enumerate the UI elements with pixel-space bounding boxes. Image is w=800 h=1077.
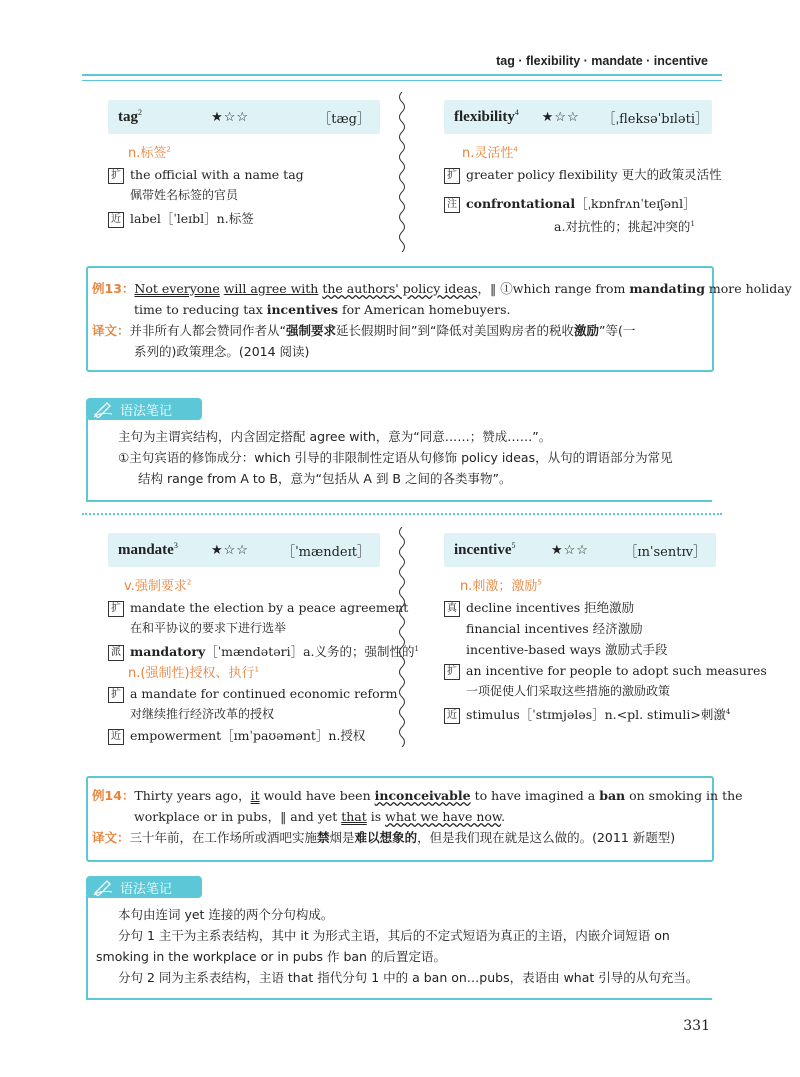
example-sentence-line2: workplace or in pubs，‖ and yet that is what we have now. [134, 809, 506, 824]
extension-zh: 一项促使人们采取这些措施的激励政策 [466, 684, 671, 698]
phonetic: ［ˈmændeɪt］ [282, 544, 370, 560]
grammar-note-2-body: 本句由连词 yet 连接的两个分句构成。 分句 1 主干为主系表结构，其中 it 为形式主语，其后的不定式短语为真正的主语，内嵌介词短语 on smoking in the workplace or in pubs 作 ban 的后置定语。 分句 2 同为主系表结构，主语 that 指代分句 1 中的 a ban on…pubs，表语由 what 引导的从句充当。 [96, 907, 699, 985]
translation-line1: 译文：并非所有人都会赞同作者从“强制要求延长假期时间”到“降低对美国购房者的税收激励”等(一 [92, 323, 636, 338]
near-line: 近 label［ˈleɪbl］n.标签 [108, 208, 380, 229]
sense: v.强制要求$^2$ [124, 578, 192, 594]
entry-mandate [108, 533, 419, 746]
extension-zh: 在和平协议的要求下进行选举 [130, 621, 287, 635]
example-13 [92, 278, 792, 362]
example-label: 例13： [92, 281, 135, 296]
entry-flexibility [444, 100, 722, 237]
word-box [444, 100, 712, 134]
entry-tag [108, 100, 380, 229]
ext-tag-icon: 扩 [444, 168, 460, 184]
note-zh: a.对抗性的；挑起冲突的$^1$ [554, 219, 695, 235]
header-rule [82, 74, 722, 76]
real-exam-line: 真 decline incentives 拒绝激励 [444, 597, 716, 618]
ext-tag-icon: 扩 [108, 687, 124, 703]
near-line: 近 empowerment［ɪmˈpaʊəmənt］n.授权 [108, 725, 380, 746]
der-tag-icon: 派 [108, 645, 124, 661]
headword: mandate$^3$ [118, 541, 178, 558]
vertical-divider [397, 527, 405, 747]
near-tag-icon: 近 [444, 708, 460, 724]
extension-line: 扩 an incentive for people to adopt such measures [444, 660, 716, 681]
ext-tag-icon: 扩 [108, 601, 124, 617]
real-exam-line-3: incentive-based ways 激励式手段 [466, 642, 668, 657]
phonetic: ［ɪnˈsentɪv］ [624, 544, 706, 560]
note-tag-icon: 注 [444, 197, 460, 213]
star-rating: ★☆☆ [541, 109, 580, 125]
sense: n.灵活性$^4$ [462, 145, 518, 161]
derivative-line: 派 mandatory［ˈmændətəri］a.义务的；强制性的$^1$ [108, 639, 380, 662]
real-exam-line-2: financial incentives 经济激励 [466, 621, 643, 636]
near-tag-icon: 近 [108, 729, 124, 745]
page-number: 331 [683, 1018, 710, 1034]
extension-zh-2: 对继续推行经济改革的授权 [130, 707, 275, 722]
grammar-note-1-body: 主句为主谓宾结构，内含固定搭配 agree with，意为“同意……；赞成……”。 ①主句宾语的修饰成分：which 引导的非限制性定语从句修饰 policy ideas，从句的谓语部分为常见 结构 range from A to B，意为“包括从 A 到 B 之间的各类事物”。 [118, 429, 673, 486]
extension-line: 扩 greater policy flexibility 更大的政策灵活性 [444, 164, 712, 185]
ext-tag-icon: 扩 [108, 168, 124, 184]
near-line: 近 stimulus［ˈstɪmjələs］n.<pl. stimuli>刺激$^4$ [444, 702, 716, 725]
word-box [108, 100, 380, 134]
grammar-note-header: 语法笔记 [86, 876, 202, 898]
star-rating: ★☆☆ [211, 109, 250, 125]
word-box [108, 533, 380, 567]
sense: n.刺激；激励$^5$ [460, 578, 542, 594]
section-separator [82, 513, 722, 515]
grammar-note-header: 语法笔记 [86, 398, 202, 420]
phonetic: ［tæg］ [318, 111, 370, 127]
phonetic: ［ˌfleksəˈbɪləti］ [602, 111, 708, 127]
near-tag-icon: 近 [108, 212, 124, 228]
sense-2: n.(强制性)授权、执行$^1$ [128, 665, 259, 682]
example-sentence-line1: 例14：Thirty years ago，it would have been inconceivable to have imagined a ban on smoking in the [92, 788, 743, 803]
headword: tag$^2$ [118, 108, 142, 125]
extension-line: 扩 mandate the election by a peace agreement [108, 597, 380, 618]
example-sentence-line1: 例13：Not everyone will agree with the authors' policy ideas，‖ ①which range from mandating more holiday [92, 281, 792, 296]
extension-line: 扩 the official with a name tag [108, 164, 380, 185]
example-14 [92, 785, 743, 848]
running-header: tag · flexibility · mandate · incentive [496, 54, 708, 68]
pen-icon [92, 400, 114, 418]
extension-line-2: 扩 a mandate for continued economic reform [108, 683, 380, 704]
star-rating: ★☆☆ [550, 542, 589, 558]
example-label: 例14： [92, 788, 135, 803]
example-sentence-line2: time to reducing tax incentives for American homebuyers. [134, 302, 511, 317]
entry-incentive [444, 533, 767, 725]
sense: n.标签$^2$ [128, 145, 171, 161]
star-rating: ★☆☆ [210, 542, 249, 558]
note-line: 注 confrontational［ˌkɒnfrʌnˈteɪʃənl］ [444, 193, 712, 214]
ext-tag-icon: 扩 [444, 664, 460, 680]
real-tag-icon: 真 [444, 601, 460, 617]
headword: incentive$^5$ [454, 541, 516, 558]
vertical-divider [397, 92, 405, 252]
headword: flexibility$^4$ [454, 108, 519, 125]
pen-icon [92, 878, 114, 896]
translation-line2: 系列的)政策理念。(2014 阅读) [134, 344, 310, 359]
header-rule-thin [82, 80, 722, 81]
extension-zh: 佩带姓名标签的官员 [130, 188, 239, 202]
word-box [444, 533, 716, 567]
translation-line: 译文：三十年前，在工作场所或酒吧实施禁烟是难以想象的，但是我们现在就是这么做的。(2011 新题型) [92, 830, 676, 845]
